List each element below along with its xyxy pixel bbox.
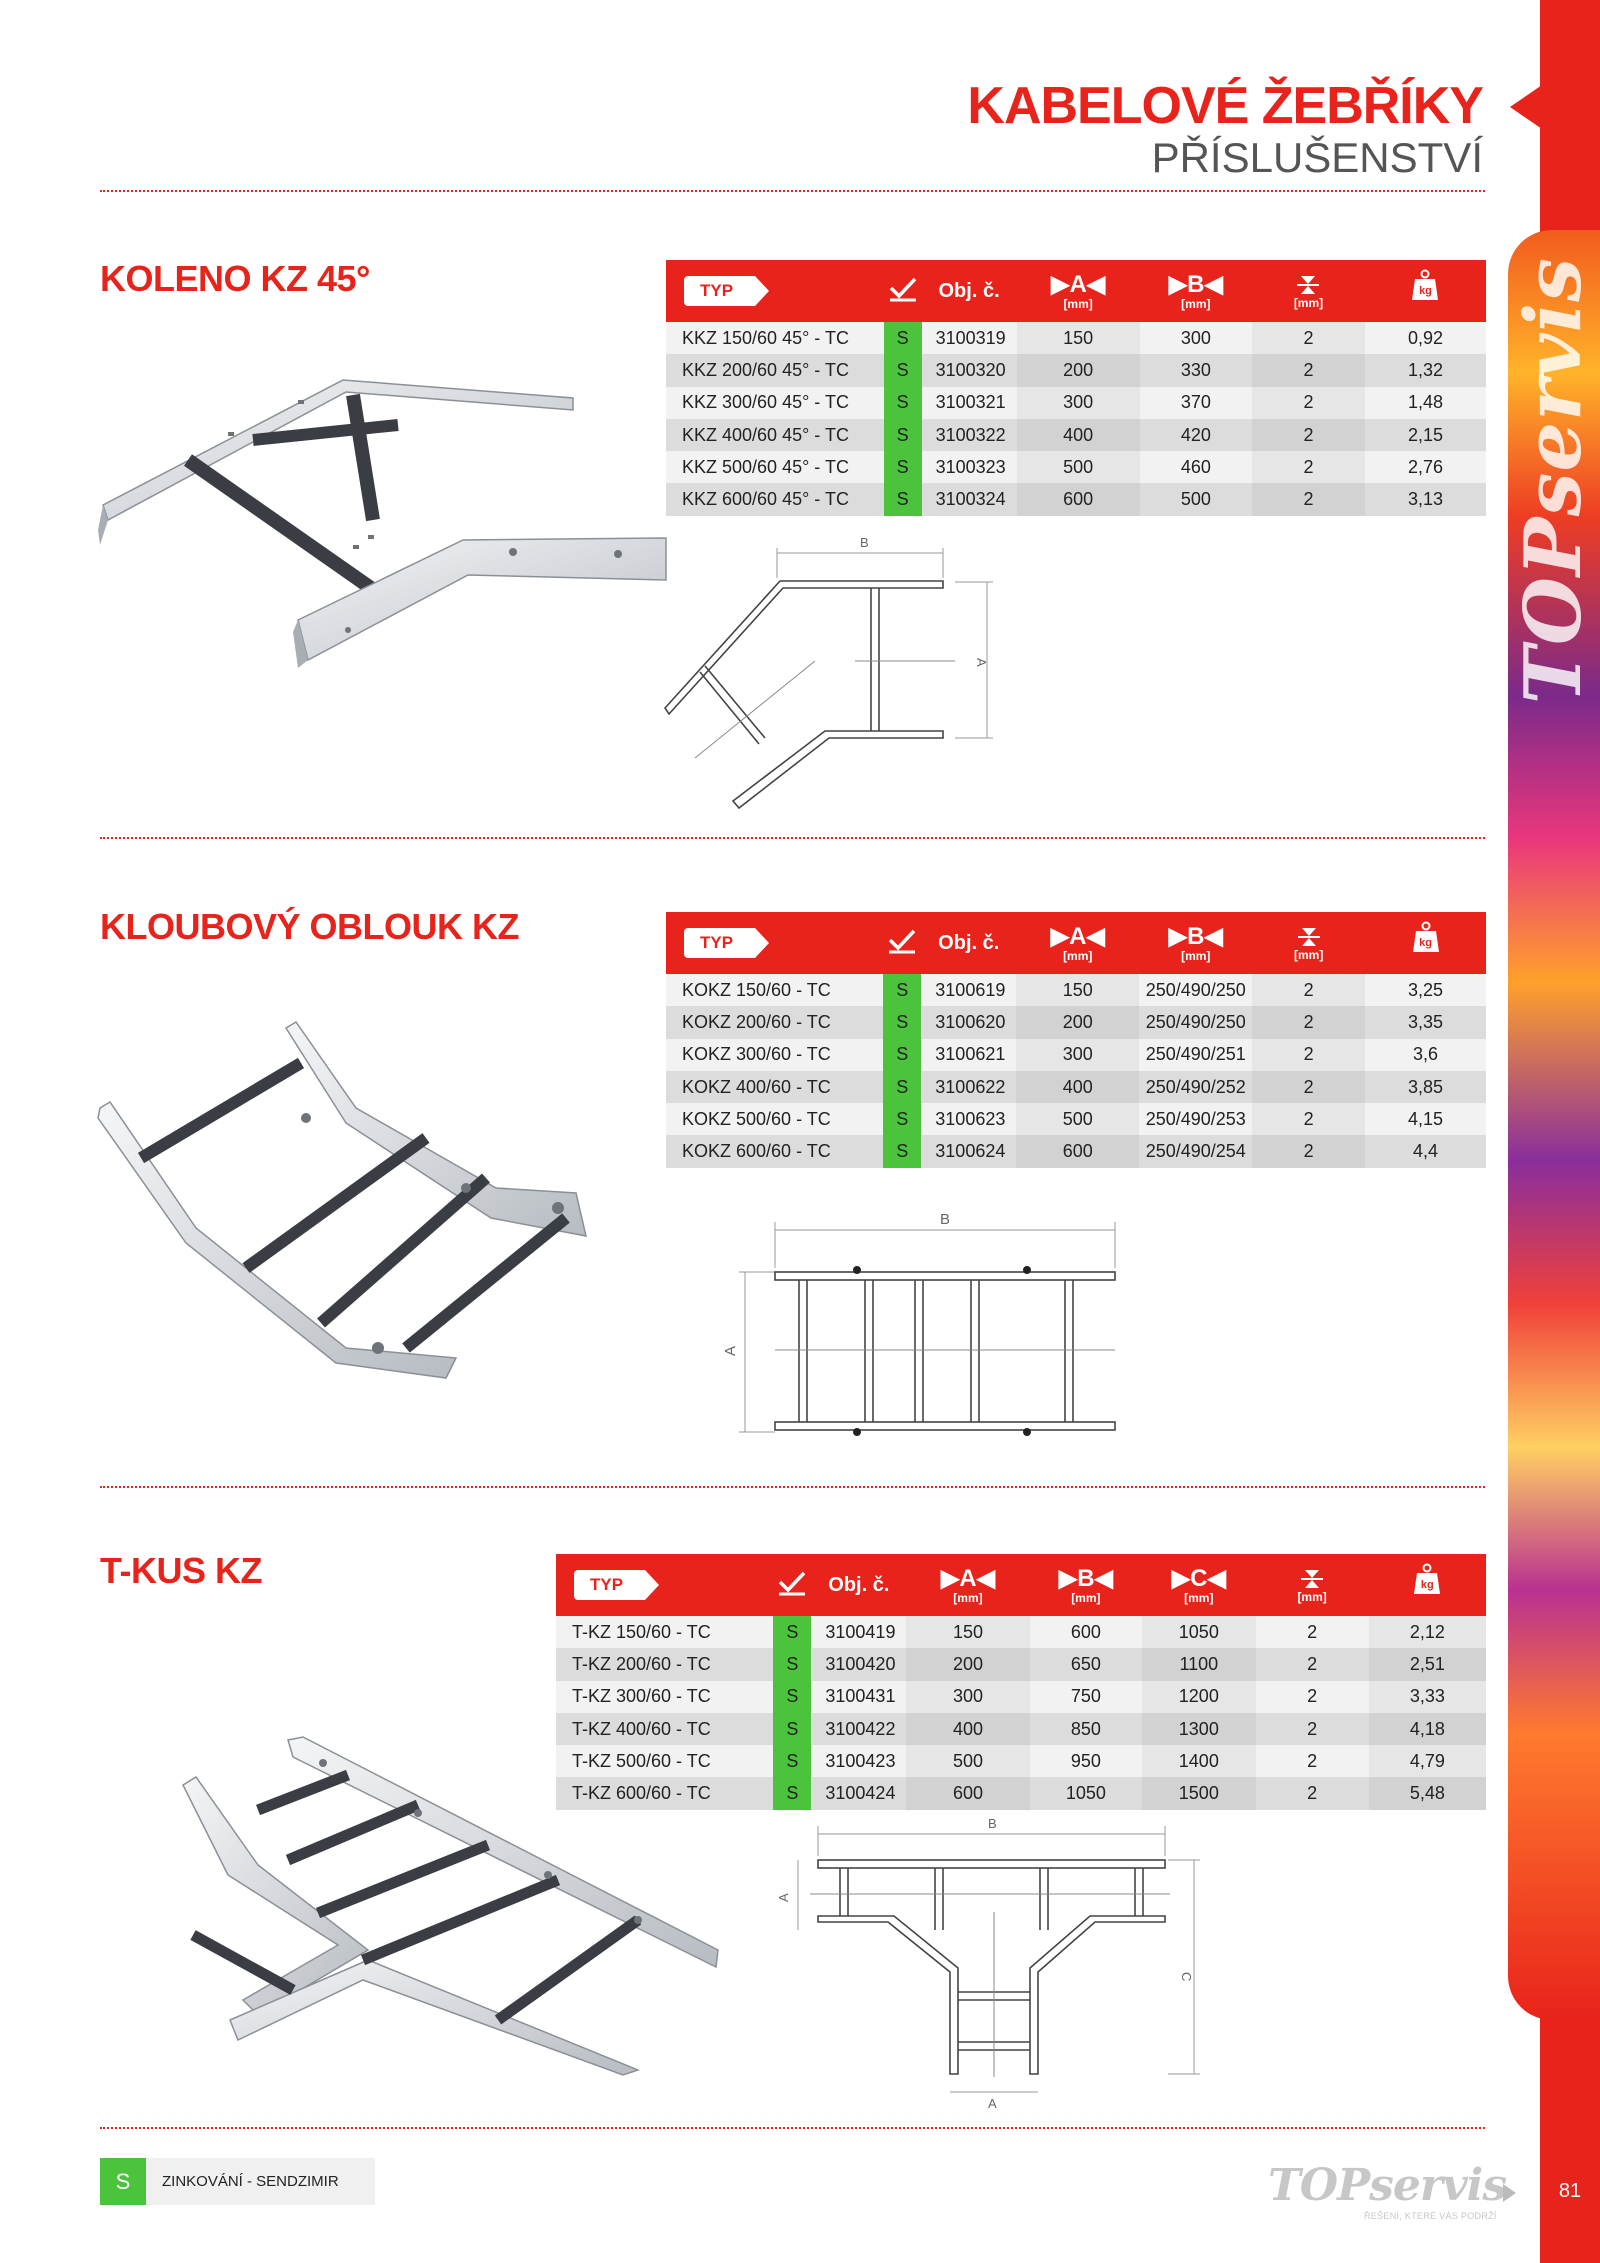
cell-typ: T-KZ 150/60 - TC bbox=[556, 1616, 773, 1648]
svg-text:A: A bbox=[722, 1345, 739, 1356]
page-subtitle: PŘÍSLUŠENSTVÍ bbox=[1151, 134, 1483, 181]
col-weight: kg bbox=[1365, 260, 1486, 322]
cell-c: 1200 bbox=[1142, 1681, 1255, 1713]
cell-thickness: 2 bbox=[1252, 483, 1365, 515]
cell-obj: 3100419 bbox=[811, 1616, 906, 1648]
cell-finish: S bbox=[883, 1006, 921, 1038]
table-row bbox=[666, 387, 1486, 419]
cell-thickness: 2 bbox=[1252, 1006, 1365, 1038]
cell-a: 400 bbox=[1016, 1071, 1139, 1103]
cell-weight: 4,79 bbox=[1369, 1745, 1486, 1777]
cell-a: 300 bbox=[1016, 1039, 1139, 1071]
cell-obj: 3100422 bbox=[811, 1713, 906, 1745]
cell-obj: 3100321 bbox=[922, 387, 1017, 419]
spec-table-kloubovy bbox=[666, 912, 1486, 1168]
col-thickness: [mm] bbox=[1252, 260, 1365, 322]
cell-b: 850 bbox=[1030, 1713, 1142, 1745]
divider bbox=[100, 190, 1485, 192]
legend-symbol: S bbox=[100, 2158, 146, 2205]
svg-text:A: A bbox=[974, 658, 989, 667]
finish-legend bbox=[100, 2158, 375, 2205]
section-title-tkus: T-KUS KZ bbox=[100, 1550, 262, 1591]
table-row bbox=[666, 1006, 1486, 1038]
footer-arrow-icon bbox=[1503, 2184, 1516, 2202]
thickness-arrows-icon bbox=[1295, 274, 1321, 296]
cell-typ: KKZ 600/60 45° - TC bbox=[666, 483, 884, 515]
cell-obj: 3100621 bbox=[921, 1039, 1016, 1071]
table-row bbox=[666, 483, 1486, 515]
side-logo: TOPservis bbox=[1508, 256, 1600, 704]
cell-weight: 4,4 bbox=[1365, 1135, 1486, 1167]
cell-thickness: 2 bbox=[1256, 1681, 1369, 1713]
col-typ: TYP bbox=[666, 912, 883, 974]
cell-a: 400 bbox=[1017, 419, 1140, 451]
cell-obj: 3100622 bbox=[921, 1071, 1016, 1103]
cell-typ: KKZ 400/60 45° - TC bbox=[666, 419, 884, 451]
col-a: ▶A◀ [mm] bbox=[1017, 260, 1140, 322]
cell-weight: 2,12 bbox=[1369, 1616, 1486, 1648]
cell-finish: S bbox=[884, 354, 922, 386]
cell-obj: 3100322 bbox=[922, 419, 1017, 451]
cell-a: 150 bbox=[906, 1616, 1029, 1648]
col-weight: kg bbox=[1369, 1554, 1486, 1616]
cell-a: 300 bbox=[906, 1681, 1029, 1713]
thickness-arrows-icon bbox=[1296, 926, 1322, 948]
divider bbox=[100, 837, 1485, 839]
cell-typ: KOKZ 200/60 - TC bbox=[666, 1006, 883, 1038]
cell-obj: 3100624 bbox=[921, 1135, 1016, 1167]
checkmark-icon bbox=[773, 1554, 811, 1616]
cell-thickness: 2 bbox=[1252, 451, 1365, 483]
cell-b: 500 bbox=[1140, 483, 1252, 515]
cell-thickness: 2 bbox=[1252, 1135, 1365, 1167]
cell-b: 460 bbox=[1140, 451, 1252, 483]
cell-weight: 4,18 bbox=[1369, 1713, 1486, 1745]
svg-text:A: A bbox=[776, 1893, 791, 1902]
cell-a: 600 bbox=[1017, 483, 1140, 515]
cell-finish: S bbox=[773, 1616, 811, 1648]
cell-thickness: 2 bbox=[1252, 387, 1365, 419]
footer-logo: TOPservis bbox=[1268, 2160, 1507, 2211]
checkmark-icon bbox=[883, 912, 921, 974]
cell-typ: KOKZ 150/60 - TC bbox=[666, 974, 883, 1006]
col-a: ▶A◀ [mm] bbox=[1016, 912, 1139, 974]
cell-thickness: 2 bbox=[1252, 354, 1365, 386]
cell-finish: S bbox=[773, 1648, 811, 1680]
col-typ: TYP bbox=[556, 1554, 773, 1616]
technical-drawing-tkus bbox=[770, 1812, 1210, 2117]
cell-typ: KOKZ 500/60 - TC bbox=[666, 1103, 883, 1135]
cell-b: 250/490/250 bbox=[1139, 1006, 1252, 1038]
cell-finish: S bbox=[773, 1777, 811, 1809]
table-row bbox=[666, 1135, 1486, 1167]
spec-table-tkus bbox=[556, 1554, 1486, 1810]
cell-obj: 3100420 bbox=[811, 1648, 906, 1680]
cell-a: 200 bbox=[906, 1648, 1029, 1680]
product-image-koleno bbox=[98, 370, 673, 675]
col-b: ▶B◀ [mm] bbox=[1140, 260, 1252, 322]
cell-finish: S bbox=[884, 451, 922, 483]
cell-finish: S bbox=[883, 1135, 921, 1167]
svg-text:B: B bbox=[860, 535, 869, 550]
cell-finish: S bbox=[884, 483, 922, 515]
cell-weight: 2,76 bbox=[1365, 451, 1486, 483]
cell-weight: 1,48 bbox=[1365, 387, 1486, 419]
cell-thickness: 2 bbox=[1252, 419, 1365, 451]
cell-obj: 3100319 bbox=[922, 322, 1017, 354]
cell-b: 300 bbox=[1140, 322, 1252, 354]
table-row bbox=[556, 1713, 1486, 1745]
table-row bbox=[556, 1648, 1486, 1680]
cell-weight: 3,33 bbox=[1369, 1681, 1486, 1713]
cell-finish: S bbox=[773, 1713, 811, 1745]
spec-table-koleno bbox=[666, 260, 1486, 516]
table-row bbox=[666, 322, 1486, 354]
table-row bbox=[666, 419, 1486, 451]
cell-a: 600 bbox=[1016, 1135, 1139, 1167]
cell-weight: 3,13 bbox=[1365, 483, 1486, 515]
col-thickness: [mm] bbox=[1252, 912, 1365, 974]
col-obj: Obj. č. bbox=[922, 260, 1017, 322]
table-row bbox=[556, 1745, 1486, 1777]
cell-finish: S bbox=[883, 1103, 921, 1135]
cell-typ: KKZ 200/60 45° - TC bbox=[666, 354, 884, 386]
cell-weight: 0,92 bbox=[1365, 322, 1486, 354]
cell-thickness: 2 bbox=[1256, 1713, 1369, 1745]
cell-b: 250/490/251 bbox=[1139, 1039, 1252, 1071]
cell-typ: T-KZ 300/60 - TC bbox=[556, 1681, 773, 1713]
col-c: ▶C◀ [mm] bbox=[1142, 1554, 1255, 1616]
cell-finish: S bbox=[773, 1745, 811, 1777]
col-b: ▶B◀ [mm] bbox=[1139, 912, 1252, 974]
cell-thickness: 2 bbox=[1256, 1616, 1369, 1648]
table-row bbox=[556, 1681, 1486, 1713]
checkmark-icon bbox=[884, 260, 922, 322]
cell-obj: 3100323 bbox=[922, 451, 1017, 483]
cell-finish: S bbox=[884, 419, 922, 451]
cell-weight: 5,48 bbox=[1369, 1777, 1486, 1809]
cell-a: 500 bbox=[906, 1745, 1029, 1777]
table-row bbox=[666, 354, 1486, 386]
cell-a: 300 bbox=[1017, 387, 1140, 419]
thickness-arrows-icon bbox=[1299, 1568, 1325, 1590]
cell-finish: S bbox=[883, 974, 921, 1006]
cell-thickness: 2 bbox=[1252, 974, 1365, 1006]
cell-finish: S bbox=[884, 387, 922, 419]
legend-text: ZINKOVÁNÍ - SENDZIMIR bbox=[162, 2173, 339, 2190]
cell-b: 650 bbox=[1030, 1648, 1142, 1680]
col-thickness: [mm] bbox=[1256, 1554, 1369, 1616]
cell-weight: 3,6 bbox=[1365, 1039, 1486, 1071]
footer-slogan: ŘEŠENÍ, KTERÉ VÁS PODRŽÍ bbox=[1364, 2211, 1497, 2221]
header-notch bbox=[1510, 85, 1542, 129]
cell-obj: 3100620 bbox=[921, 1006, 1016, 1038]
col-weight: kg bbox=[1365, 912, 1486, 974]
cell-c: 1100 bbox=[1142, 1648, 1255, 1680]
cell-thickness: 2 bbox=[1252, 1071, 1365, 1103]
cell-typ: KKZ 150/60 45° - TC bbox=[666, 322, 884, 354]
cell-typ: KOKZ 400/60 - TC bbox=[666, 1071, 883, 1103]
svg-text:B: B bbox=[988, 1816, 997, 1831]
page-title: KABELOVÉ ŽEBŘÍKY bbox=[967, 77, 1483, 135]
svg-text:B: B bbox=[940, 1211, 951, 1228]
cell-obj: 3100320 bbox=[922, 354, 1017, 386]
cell-b: 950 bbox=[1030, 1745, 1142, 1777]
cell-thickness: 2 bbox=[1256, 1745, 1369, 1777]
cell-typ: T-KZ 400/60 - TC bbox=[556, 1713, 773, 1745]
table-row bbox=[666, 974, 1486, 1006]
technical-drawing-koleno bbox=[655, 535, 995, 813]
cell-thickness: 2 bbox=[1256, 1777, 1369, 1809]
cell-typ: KKZ 500/60 45° - TC bbox=[666, 451, 884, 483]
cell-obj: 3100623 bbox=[921, 1103, 1016, 1135]
table-row bbox=[666, 1039, 1486, 1071]
cell-b: 250/490/252 bbox=[1139, 1071, 1252, 1103]
table-row bbox=[556, 1777, 1486, 1809]
table-row bbox=[666, 451, 1486, 483]
cell-b: 370 bbox=[1140, 387, 1252, 419]
product-image-kloubovy bbox=[96, 1018, 681, 1388]
cell-weight: 2,51 bbox=[1369, 1648, 1486, 1680]
cell-a: 200 bbox=[1017, 354, 1140, 386]
cell-obj: 3100431 bbox=[811, 1681, 906, 1713]
cell-typ: KOKZ 300/60 - TC bbox=[666, 1039, 883, 1071]
col-typ: TYP bbox=[666, 260, 884, 322]
cell-b: 250/490/250 bbox=[1139, 974, 1252, 1006]
cell-thickness: 2 bbox=[1252, 322, 1365, 354]
cell-b: 750 bbox=[1030, 1681, 1142, 1713]
cell-weight: 2,15 bbox=[1365, 419, 1486, 451]
cell-weight: 3,85 bbox=[1365, 1071, 1486, 1103]
cell-thickness: 2 bbox=[1252, 1039, 1365, 1071]
cell-a: 150 bbox=[1017, 322, 1140, 354]
cell-b: 1050 bbox=[1030, 1777, 1142, 1809]
table-row bbox=[556, 1616, 1486, 1648]
table-row bbox=[666, 1071, 1486, 1103]
cell-typ: KOKZ 600/60 - TC bbox=[666, 1135, 883, 1167]
cell-typ: T-KZ 500/60 - TC bbox=[556, 1745, 773, 1777]
cell-finish: S bbox=[883, 1071, 921, 1103]
cell-a: 600 bbox=[906, 1777, 1029, 1809]
technical-drawing-kloubovy bbox=[715, 1208, 1120, 1438]
section-title-koleno: KOLENO KZ 45° bbox=[100, 258, 370, 299]
cell-weight: 3,35 bbox=[1365, 1006, 1486, 1038]
cell-b: 330 bbox=[1140, 354, 1252, 386]
cell-typ: KKZ 300/60 45° - TC bbox=[666, 387, 884, 419]
table-row bbox=[666, 1103, 1486, 1135]
col-a: ▶A◀ [mm] bbox=[906, 1554, 1029, 1616]
cell-finish: S bbox=[884, 322, 922, 354]
cell-weight: 3,25 bbox=[1365, 974, 1486, 1006]
col-b: ▶B◀ [mm] bbox=[1030, 1554, 1142, 1616]
cell-b: 420 bbox=[1140, 419, 1252, 451]
cell-obj: 3100619 bbox=[921, 974, 1016, 1006]
cell-c: 1400 bbox=[1142, 1745, 1255, 1777]
cell-thickness: 2 bbox=[1256, 1648, 1369, 1680]
cell-obj: 3100324 bbox=[922, 483, 1017, 515]
cell-c: 1300 bbox=[1142, 1713, 1255, 1745]
cell-a: 500 bbox=[1016, 1103, 1139, 1135]
cell-b: 250/490/254 bbox=[1139, 1135, 1252, 1167]
cell-a: 150 bbox=[1016, 974, 1139, 1006]
cell-b: 600 bbox=[1030, 1616, 1142, 1648]
cell-obj: 3100424 bbox=[811, 1777, 906, 1809]
divider bbox=[100, 2127, 1485, 2129]
cell-a: 400 bbox=[906, 1713, 1029, 1745]
cell-b: 250/490/253 bbox=[1139, 1103, 1252, 1135]
cell-typ: T-KZ 200/60 - TC bbox=[556, 1648, 773, 1680]
cell-typ: T-KZ 600/60 - TC bbox=[556, 1777, 773, 1809]
col-obj: Obj. č. bbox=[811, 1554, 906, 1616]
divider bbox=[100, 1486, 1485, 1488]
col-obj: Obj. č. bbox=[921, 912, 1016, 974]
cell-c: 1050 bbox=[1142, 1616, 1255, 1648]
cell-finish: S bbox=[773, 1681, 811, 1713]
section-title-kloubovy: KLOUBOVÝ OBLOUK KZ bbox=[100, 906, 519, 947]
cell-weight: 4,15 bbox=[1365, 1103, 1486, 1135]
cell-thickness: 2 bbox=[1252, 1103, 1365, 1135]
cell-finish: S bbox=[883, 1039, 921, 1071]
cell-obj: 3100423 bbox=[811, 1745, 906, 1777]
cell-a: 200 bbox=[1016, 1006, 1139, 1038]
svg-text:C: C bbox=[1179, 1972, 1194, 1982]
cell-a: 500 bbox=[1017, 451, 1140, 483]
cell-c: 1500 bbox=[1142, 1777, 1255, 1809]
cell-weight: 1,32 bbox=[1365, 354, 1486, 386]
svg-text:A: A bbox=[988, 2096, 997, 2111]
page-number: 81 bbox=[1558, 2180, 1582, 2202]
